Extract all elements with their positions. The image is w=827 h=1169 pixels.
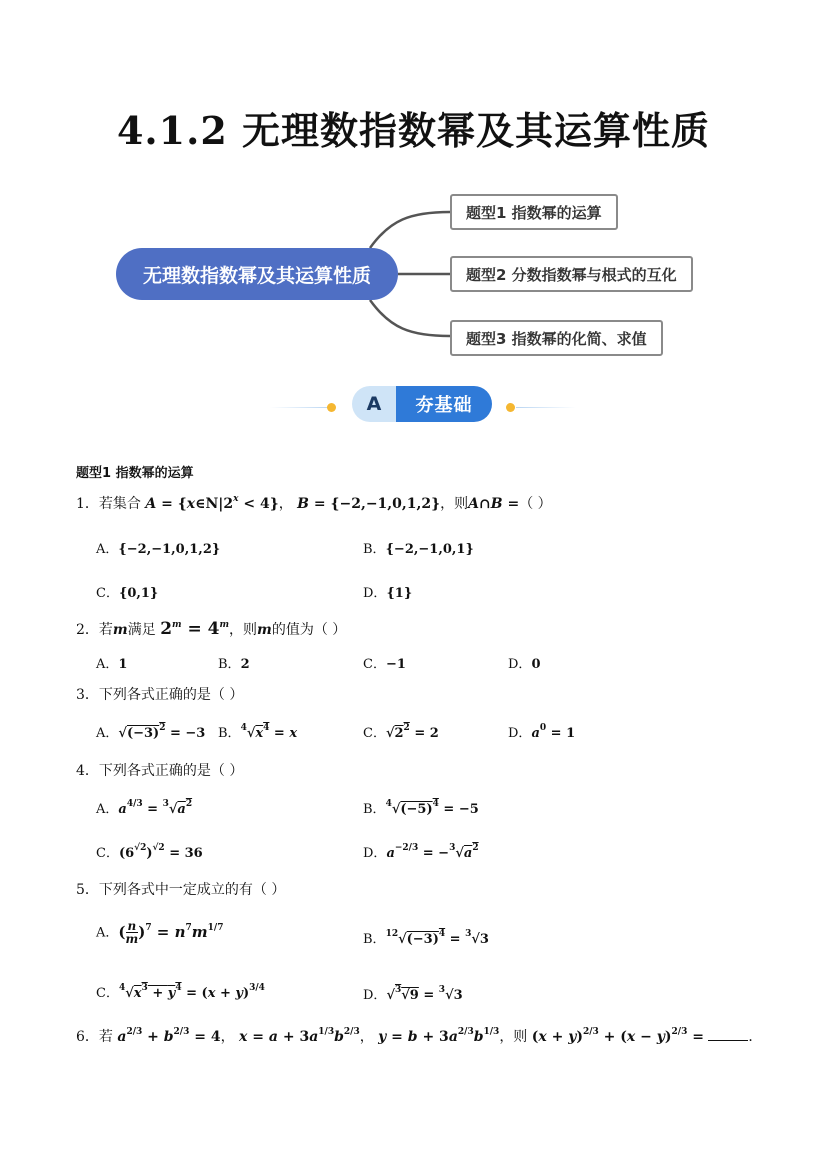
q4-c-label: C．: [96, 846, 119, 861]
q6-condition: $a^{2/3} + b^{2/3} = 4$: [117, 1027, 221, 1045]
q3-number: 3．: [76, 687, 99, 703]
q5-stem: 下列各式中一定成立的有（ ）: [98, 882, 286, 898]
q1-expr: A∩B =: [468, 496, 520, 512]
q2-stem-a: 若: [98, 622, 113, 638]
q5-option-b[interactable]: B．$^{12}√(-3)^4 = ^3√3$: [363, 929, 489, 947]
q3-option-b[interactable]: B．$^4√x^4 = x$: [218, 723, 298, 741]
q1-option-d[interactable]: D．{1}: [363, 586, 413, 601]
q1-comma: ，: [278, 496, 293, 512]
q2-a-value: 1: [118, 657, 128, 672]
q2-var-m: m: [112, 622, 128, 638]
q6-period: ．: [748, 1029, 763, 1045]
q4-option-d[interactable]: D．$a^{-2/3} = -^3√a^2$: [363, 843, 479, 861]
q5-option-d[interactable]: D．√$^3$√9 = $^3$√3: [363, 985, 463, 1003]
q5-c-label: C．: [96, 986, 119, 1001]
banner-line-left: [270, 407, 330, 408]
q2-option-b[interactable]: [218, 653, 250, 672]
q1-paren: （ ）: [519, 496, 552, 512]
q5-number: 5．: [76, 882, 99, 898]
q3-d-label: D．: [508, 726, 532, 741]
q1-d-label: D．: [363, 586, 387, 601]
q2-equation: $2^m = 4^m$: [160, 619, 230, 639]
q5-option-c[interactable]: C．$^4√x^3 + y^4 = (x + y)^{3/4}$: [96, 983, 265, 1001]
q2-c-label: C．: [363, 657, 386, 672]
q4-d-label: D．: [363, 846, 387, 861]
question-4: [76, 760, 243, 780]
q1-stem: 若集合: [98, 496, 141, 512]
q3-option-a[interactable]: A．$√(-3)^2 = -3$: [96, 723, 206, 741]
question-3: [76, 684, 243, 704]
q4-stem: 下列各式正确的是（ ）: [98, 763, 244, 779]
q2-stem-d: 的值为（ ）: [271, 622, 347, 638]
banner-dot-right: [506, 403, 515, 412]
q5-d-label: D．: [363, 988, 387, 1003]
mindmap-center-node: 无理数指数幂及其运算性质: [116, 248, 398, 300]
q2-c-value: −1: [385, 657, 406, 672]
q2-option-d[interactable]: [508, 653, 540, 672]
q5-a-label: A．: [96, 925, 119, 941]
q2-b-label: B．: [218, 657, 241, 672]
q1-option-c[interactable]: C．{0,1}: [96, 586, 159, 601]
q3-c-label: C．: [363, 726, 386, 741]
q3-option-c[interactable]: C．$√2^2 = 2$: [363, 723, 439, 741]
section-banner: [352, 386, 492, 422]
q5-option-a[interactable]: A．( $\frac{n}{m}$ )$^7 = n^7m^{1/7}$: [96, 919, 224, 946]
q6-x-def: $x = a + 3a^{1/3}b^{2/3}$: [239, 1027, 360, 1045]
q1-c-label: C．: [96, 586, 119, 601]
q1-a-label: A．: [96, 542, 119, 557]
q3-stem: 下列各式正确的是（ ）: [98, 687, 244, 703]
q2-d-value: 0: [531, 657, 541, 672]
q6-expr: $(x + y)^{2/3} + (x - y)^{2/3}$ =: [531, 1027, 704, 1045]
q5-b-label: B．: [363, 932, 386, 947]
banner-line-right: [516, 407, 576, 408]
q3-a-label: A．: [96, 726, 119, 741]
q4-option-a[interactable]: A．$a^{4/3} = ^3√a^2$: [96, 799, 193, 817]
q4-option-c[interactable]: C．$(6^{√2})^{√2} = 36$: [96, 843, 203, 861]
q4-option-b[interactable]: B．$^4√(-5)^4 = -5$: [363, 799, 479, 817]
q2-d-label: D．: [508, 657, 532, 672]
q1-then: ，则: [440, 496, 469, 512]
q6-stem-a: 若: [98, 1029, 113, 1045]
mindmap-branch-2: 题型2 分数指数幂与根式的互化: [450, 256, 693, 292]
question-2: [76, 619, 346, 639]
q2-a-label: A．: [96, 657, 119, 672]
mindmap-branch-1: 题型1 指数幂的运算: [450, 194, 618, 230]
banner-dot-left: [327, 403, 336, 412]
q6-comma-1: ，: [220, 1029, 235, 1045]
q2-stem-c: ，则: [229, 622, 258, 638]
q1-number: 1．: [76, 496, 99, 512]
q4-number: 4．: [76, 763, 99, 779]
q2-var-m2: m: [257, 622, 272, 638]
q2-b-value: 2: [240, 657, 250, 672]
q1-option-a[interactable]: A．{−2,−1,0,1,2}: [96, 542, 221, 557]
q4-a-label: A．: [96, 802, 119, 817]
banner-label: 夯基础: [396, 386, 492, 422]
q2-option-a[interactable]: [96, 653, 127, 672]
section-heading: 题型1 指数幂的运算: [76, 466, 194, 481]
q2-stem-b: 满足: [127, 622, 156, 638]
q3-b-label: B．: [218, 726, 241, 741]
question-6: [76, 1026, 762, 1046]
q4-b-label: B．: [363, 802, 386, 817]
q3-option-d[interactable]: D．$a^0 = 1$: [508, 723, 576, 741]
q6-y-def: $y = b + 3a^{2/3}b^{1/3}$: [378, 1027, 500, 1045]
q1-set-b: B = {−2,−1,0,1,2}: [297, 496, 441, 512]
q6-then: ，则: [499, 1029, 528, 1045]
banner-letter: A: [352, 386, 396, 422]
q2-number: 2．: [76, 622, 99, 638]
mindmap-branch-3: 题型3 指数幂的化简、求值: [450, 320, 663, 356]
question-1: [76, 493, 552, 513]
q1-option-b[interactable]: B．{−2,−1,0,1}: [363, 542, 474, 557]
page-title: 4.1.2 无理数指数幂及其运算性质: [116, 108, 710, 153]
q6-number: 6．: [76, 1029, 99, 1045]
q2-option-c[interactable]: [363, 653, 406, 672]
q1-set-a: $A = \{x\in N|2^x < 4\}$: [145, 494, 279, 512]
question-5: [76, 879, 285, 899]
q1-b-label: B．: [363, 542, 386, 557]
q6-comma-2: ，: [359, 1029, 374, 1045]
q6-answer-blank[interactable]: [708, 1028, 748, 1041]
